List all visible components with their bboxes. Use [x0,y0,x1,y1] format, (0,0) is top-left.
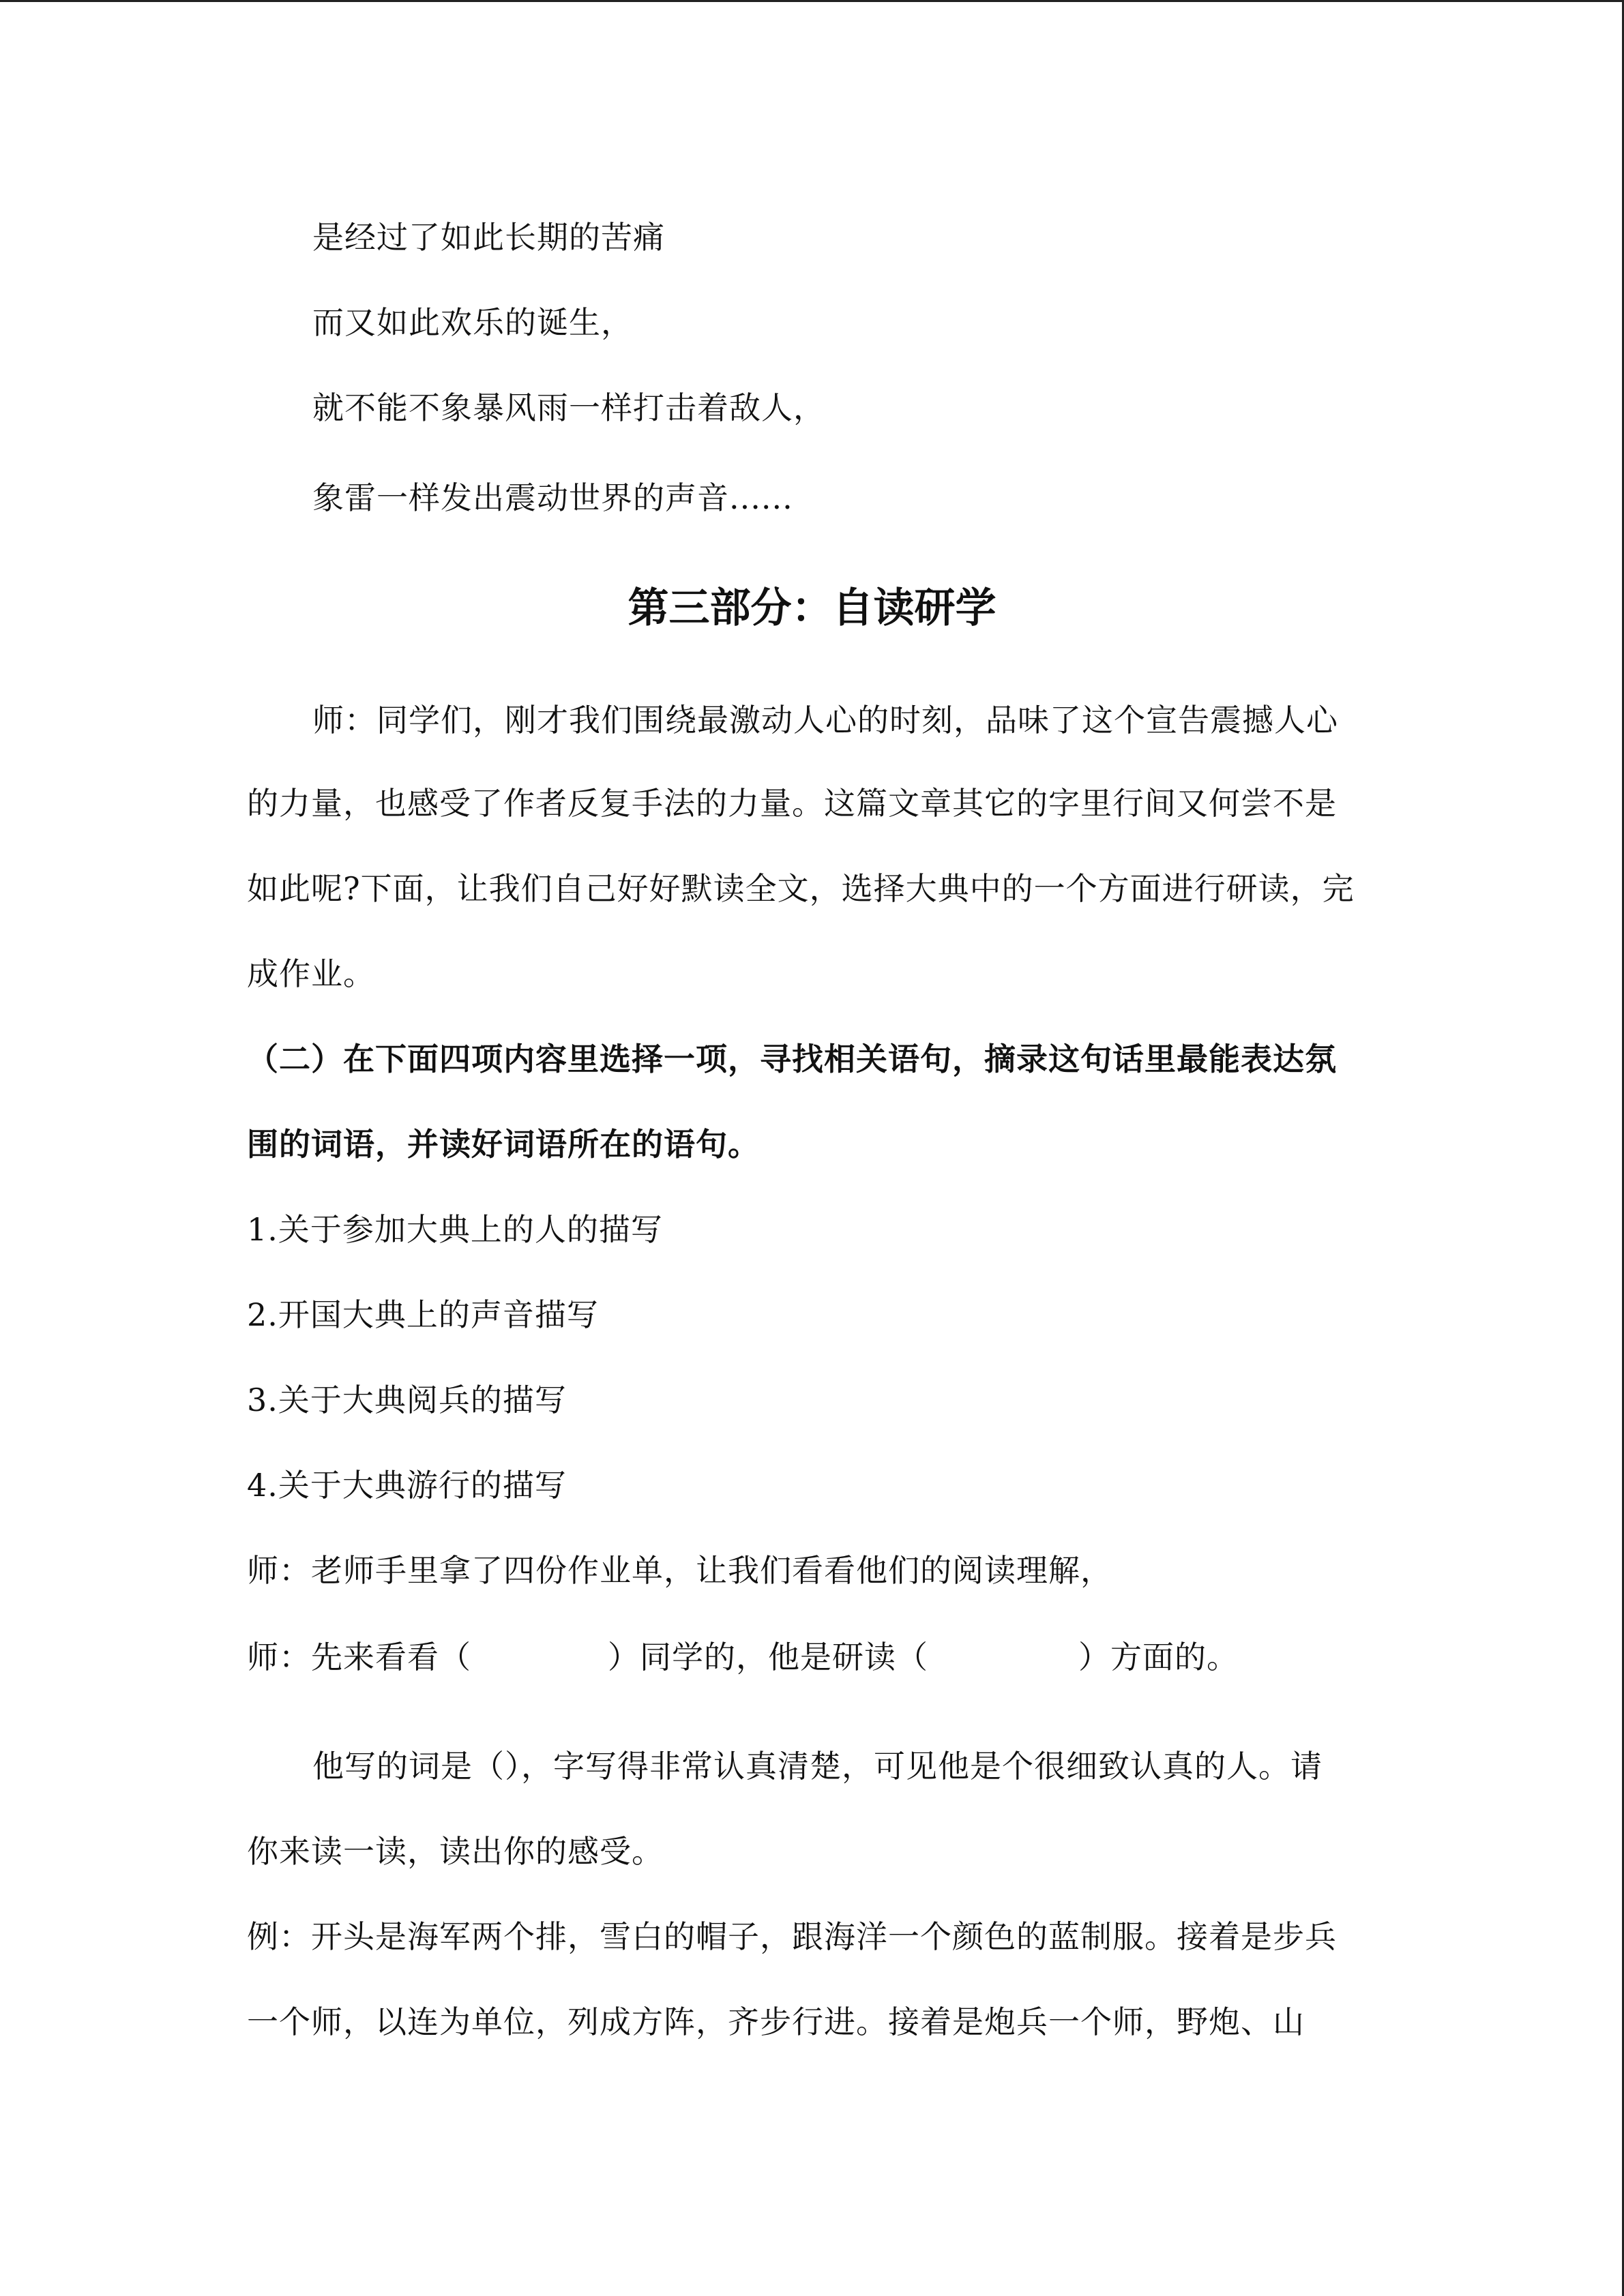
option-4: 4.关于大典游行的描写 [247,1467,567,1504]
option-2: 2.开国大典上的声音描写 [247,1296,599,1333]
poem-line-1: 是经过了如此长期的苦痛 [312,219,665,256]
intro-line-3: 如此呢?下面，让我们自己好好默读全文，选择大典中的一个方面进行研读，完 [247,870,1355,907]
top-border [0,0,1624,2]
intro-line-4: 成作业。 [247,955,375,992]
teacher-line-2 [247,1637,1239,1678]
poem-line-2: 而又如此欢乐的诞生， [312,304,633,341]
teacher-line-2-middle: ）同学的，他是研读（ [608,1639,928,1675]
intro-line-2: 的力量，也感受了作者反复手法的力量。这篇文章其它的字里行间又何尝不是 [247,785,1337,822]
option-1: 1.关于参加大典上的人的描写 [247,1211,663,1248]
teacher-line-1: 师：老师手里拿了四份作业单，让我们看看他们的阅读理解， [247,1552,1112,1589]
poem-line-3: 就不能不象暴风雨一样打击着敌人， [312,389,825,426]
option-3: 3.关于大典阅兵的描写 [247,1382,567,1418]
example-line-2: 一个师，以连为单位，列成方阵，齐步行进。接着是炮兵一个师，野炮、山 [247,2003,1305,2040]
example-line-1: 例：开头是海军两个排，雪白的帽子，跟海洋一个颜色的蓝制服。接着是步兵 [247,1918,1337,1955]
task-line-1: （二）在下面四项内容里选择一项，寻找相关语句，摘录这句话里最能表达氛 [247,1041,1337,1077]
intro-line-1: 师：同学们，刚才我们围绕最激动人心的时刻，品味了这个宣告震撼人心 [312,702,1338,739]
poem-line-4: 象雷一样发出震动世界的声音...... [312,479,793,516]
comment-line-1: 他写的词是（），字写得非常认真清楚，可见他是个很细致认真的人。请 [312,1748,1323,1785]
section-title: 第三部分：自读研学 [628,584,996,632]
teacher-line-2-start: 师：先来看看（ [247,1639,471,1675]
comment-line-2: 你来读一读，读出你的感受。 [247,1833,664,1870]
task-line-2: 围的词语，并读好词语所在的语句。 [247,1126,760,1163]
teacher-line-2-end: ）方面的。 [1078,1639,1239,1675]
